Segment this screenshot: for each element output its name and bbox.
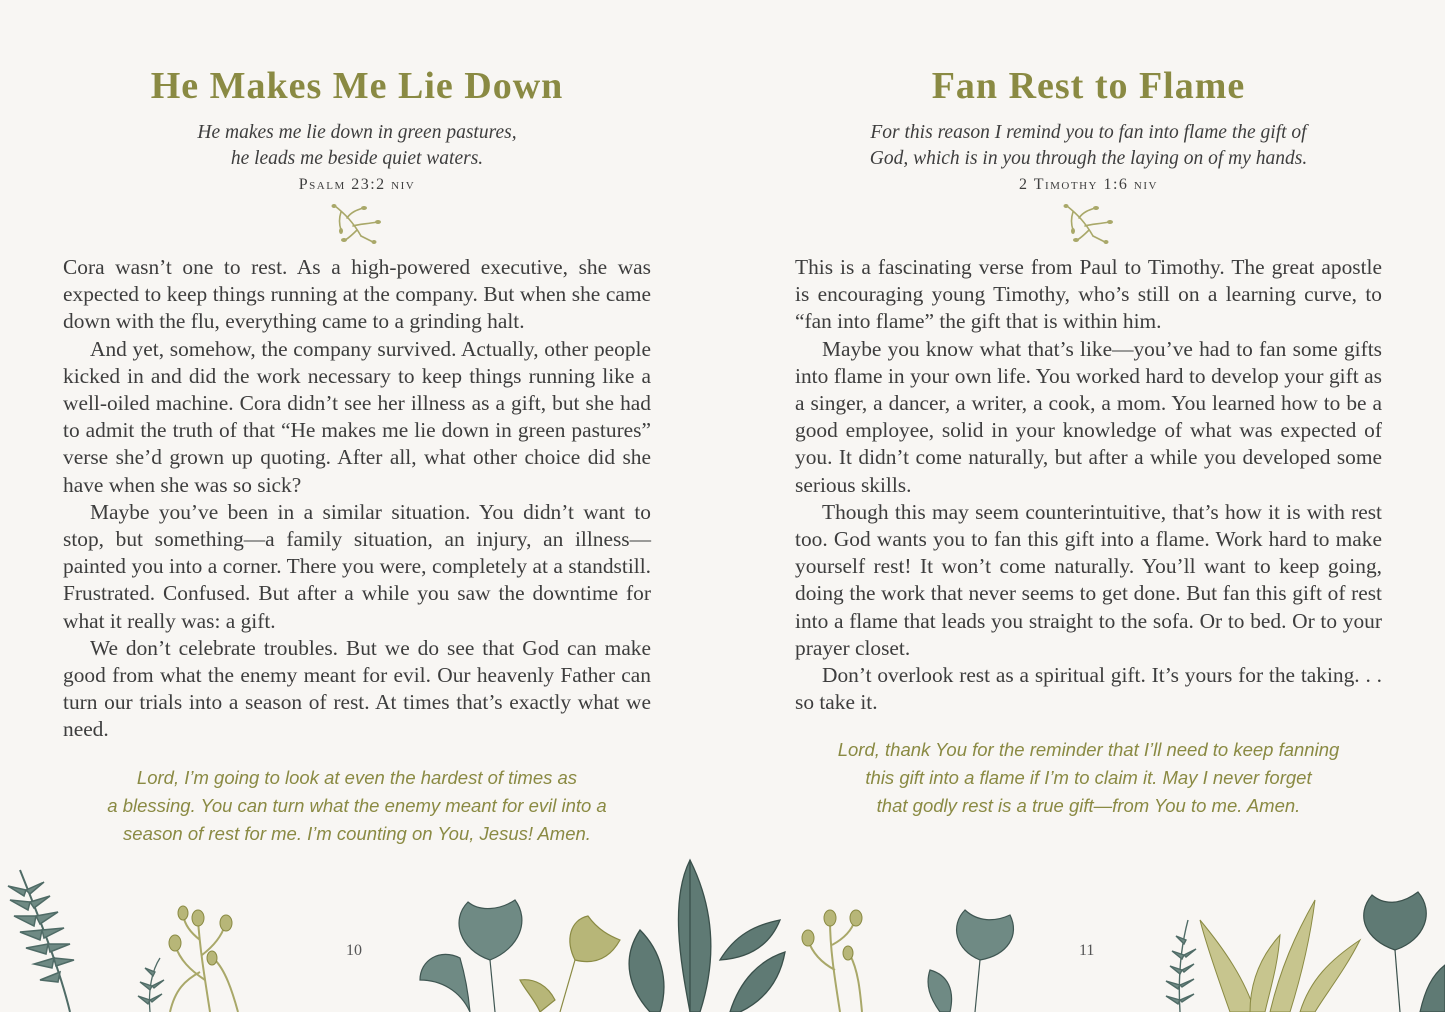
sprig-ornament-icon [795,198,1382,254]
right-page-content [795,60,1382,820]
prayer-line: Lord, I’m going to look at even the hardest of times as [136,766,578,788]
paragraph: Cora wasn’t one to rest. As a high-powered executive, she was expected to keep things running at the company. But when she came down with the flu, everything came to a grinding halt. [63,255,651,334]
prayer-line: that godly rest is a true gift—from You to me. Amen. [876,795,1301,817]
paragraph: We don’t celebrate troubles. But we do see that God can make good from what the enemy meant for evil. Our heavenly Father can turn our trials into a season of rest. At times that’s exactly what we need. [63,635,651,742]
page-title: He Makes Me Lie Down [150,65,564,107]
left-page-content [63,60,651,848]
prayer-line: this gift into a flame if I’m to claim it. May I never forget [865,767,1312,789]
scripture-reference: Psalm 23:2 niv [298,176,416,193]
scripture-verse [795,120,1382,172]
prayer-line: season of rest for me. I’m counting on You, Jesus! Amen. [123,822,591,844]
sprig-ornament-icon [63,198,651,254]
paragraph: This is a fascinating verse from Paul to Timothy. The great apostle is encouraging young Timothy, who’s still on a learning curve, to “fan into flame” the gift that is within him. [795,255,1382,334]
paragraph: And yet, somehow, the company survived. Actually, other people kicked in and did the work necessary to keep things running like a well-oiled machine. Cora didn’t see her illness as a gift, but she had to admit the truth of that “He makes me lie down in green pastures” verse she’d grown up quoting. After all, what other choice did she have when she was so sick? [63,336,651,497]
prayer-line: a blessing. You can turn what the enemy meant for evil into a [107,794,607,816]
paragraph: Don’t overlook rest as a spiritual gift. It’s yours for the taking. . . so take it. [795,663,1382,715]
prayer-line: Lord, thank You for the reminder that I’ll need to keep fanning [837,739,1340,761]
devotional-body [795,254,1382,716]
page-number: 10 [346,942,362,959]
devotional-body [63,254,651,744]
paragraph: Maybe you’ve been in a similar situation. You didn’t want to stop, but something—a family situation, an injury, an illness—painted you into a corner. There you were, completely at a standstill. Frustrated. Confused. But after a while you saw the downtime for what it really was: a gift. [63,499,651,633]
scripture-reference: 2 Timothy 1:6 niv [1019,176,1158,193]
scripture-verse [63,120,651,172]
verse-line: he leads me beside quiet waters. [230,148,484,169]
ginkgo-leaf-icon [420,900,522,1012]
verse-line: He makes me lie down in green pastures, [197,122,517,143]
botanical-foliage-border [0,840,1445,1012]
paragraph: Maybe you know what that’s like—you’ve had to fan some gifts into flame in your own life. You worked hard to develop your gift as a singer, a dancer, a writer, a cook, a mom. You learned how to be a good employee, solid in your knowledge of what was expected of you. It didn’t come naturally, but after a while you developed some serious skills. [795,336,1382,497]
verse-line: God, which is in you through the laying on of my hands. [869,148,1308,169]
page-number: 11 [1079,942,1095,959]
closing-prayer [63,764,651,848]
paragraph: Though this may seem counterintuitive, that’s how it is with rest too. God wants you to fan this gift into a flame. Work hard to make yourself rest! It won’t come naturally. You’ll want to keep going, doing the work that never seems to get done. But fan this gift of rest into a flame that leads you straight to the sofa. Or to bed. Or to your prayer closet. [795,499,1382,660]
fern-icon [8,870,74,1012]
leaf-icon [629,860,785,1012]
closing-prayer [795,736,1382,820]
page-title: Fan Rest to Flame [931,65,1246,107]
verse-line: For this reason I remind you to fan into flame the gift of [870,122,1307,143]
